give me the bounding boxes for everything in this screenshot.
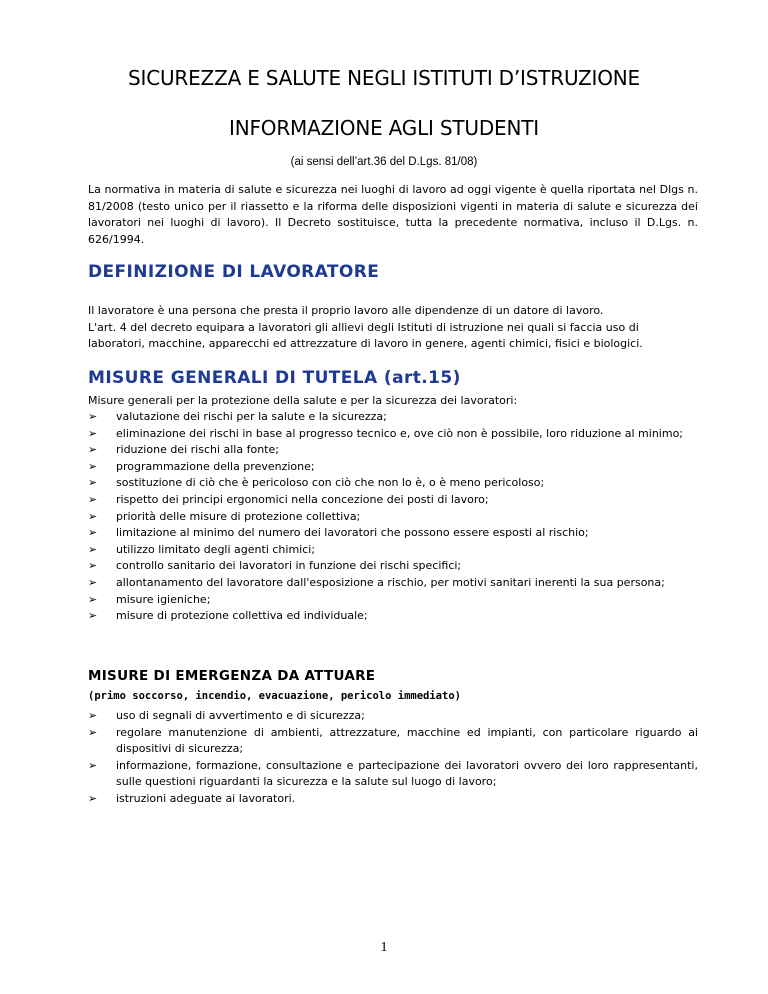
misure-generali-lead: Misure generali per la protezione della salute e per la sicurezza dei lavoratori: bbox=[88, 394, 518, 407]
document-subtitle-heading: INFORMAZIONE AGLI STUDENTI bbox=[229, 116, 539, 140]
list-item: ➢ valutazione dei rischi per la salute e la sicurezza; bbox=[88, 409, 698, 426]
list-item: ➢ rispetto dei principi ergonomici nella concezione dei posti di lavoro; bbox=[88, 492, 698, 509]
definizione-body bbox=[88, 303, 698, 353]
misure-emergenza-list bbox=[88, 708, 698, 808]
list-item: ➢ allontanamento del lavoratore dall'esposizione a rischio, per motivi sanitari inerenti la sua persona; bbox=[88, 575, 698, 592]
list-item: ➢ controllo sanitario dei lavoratori in funzione dei rischi specifici; bbox=[88, 558, 698, 575]
list-item: ➢ misure di protezione collettiva ed individuale; bbox=[88, 608, 698, 625]
list-item: ➢ uso di segnali di avvertimento e di sicurezza; bbox=[88, 708, 698, 725]
list-item: ➢ priorità delle misure di protezione collettiva; bbox=[88, 509, 698, 526]
intro-paragraph: La normativa in materia di salute e sicurezza nei luoghi di lavoro ad oggi vigente è quella riportata nel Dlgs n. 81/2008 (testo unico per il riassetto e la riforma delle disposizioni vigenti in materia di salute e sicurezza dei lavoratori nei luoghi di lavoro). Il Decreto sostituisce, tutta la precedente normativa, incluso il D.Lgs. n. 626/1994. bbox=[88, 183, 698, 246]
document-title: SICUREZZA E SALUTE NEGLI ISTITUTI D’ISTRUZIONE bbox=[128, 66, 640, 90]
list-item: ➢ misure igieniche; bbox=[88, 592, 698, 609]
misure-emergenza-note: (primo soccorso, incendio, evacuazione, pericolo immediato) bbox=[88, 690, 461, 702]
list-item: ➢ riduzione dei rischi alla fonte; bbox=[88, 442, 698, 459]
list-item: ➢ limitazione al minimo del numero dei lavoratori che possono essere esposti al rischio; bbox=[88, 525, 698, 542]
list-item: ➢ sostituzione di ciò che è pericoloso con ciò che non lo è, o è meno pericoloso; bbox=[88, 475, 698, 492]
definizione-paragraph-1: Il lavoratore è una persona che presta il proprio lavoro alle dipendenze di un datore di lavoro. bbox=[88, 304, 604, 317]
legal-reference: (ai sensi dell’art.36 del D.Lgs. 81/08) bbox=[290, 156, 478, 168]
list-item: ➢ regolare manutenzione di ambienti, attrezzature, macchine ed impianti, con particolare riguardo ai dispositivi di sicurezza; bbox=[88, 725, 698, 758]
definizione-paragraph-2: L'art. 4 del decreto equipara a lavoratori gli allievi degli Istituti di istruzione nei quali si faccia uso di laboratori, macchine, apparecchi ed attrezzature di lavoro in genere, agenti chimici, fisici e biologici. bbox=[88, 320, 643, 351]
list-item: ➢ eliminazione dei rischi in base al progresso tecnico e, ove ciò non è possibile, loro riduzione al minimo; bbox=[88, 426, 698, 443]
section-heading-definizione: DEFINIZIONE DI LAVORATORE bbox=[88, 262, 380, 282]
list-item: ➢ informazione, formazione, consultazione e partecipazione dei lavoratori ovvero dei loro rappresentanti, sulle questioni riguardanti la sicurezza e la salute sul luogo di lavoro; bbox=[88, 758, 698, 791]
list-item: ➢ istruzioni adeguate ai lavoratori. bbox=[88, 791, 698, 808]
page-number: 1 bbox=[380, 940, 388, 955]
section-heading-misure-emergenza: MISURE DI EMERGENZA DA ATTUARE bbox=[88, 668, 376, 684]
section-heading-misure-generali: MISURE GENERALI DI TUTELA (art.15) bbox=[88, 368, 461, 388]
list-item: ➢ programmazione della prevenzione; bbox=[88, 459, 698, 476]
misure-generali-list bbox=[88, 409, 698, 625]
list-item: ➢ utilizzo limitato degli agenti chimici; bbox=[88, 542, 698, 559]
